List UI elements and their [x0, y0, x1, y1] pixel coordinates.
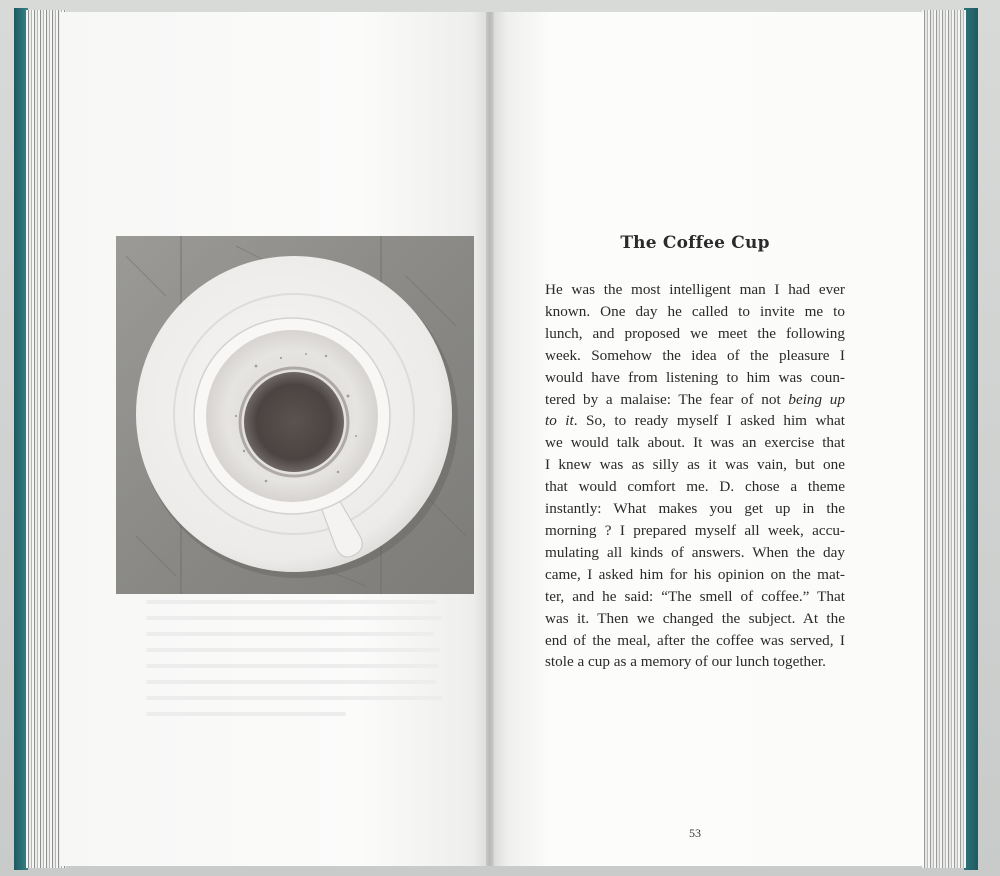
italic-emphasis: being up	[788, 390, 845, 408]
text-fragment: . So, to ready myself I asked him what	[573, 412, 845, 430]
show-through-text	[146, 600, 446, 728]
text-line: stole a cup as a memory of our lunch together.	[545, 653, 826, 671]
text-fragment: tered by a malaise: The fear of not	[545, 390, 789, 408]
page-number: 53	[689, 826, 701, 840]
text-line: we would talk about. It was an exercise that	[545, 434, 845, 452]
text-line: known. One day he called to invite me to	[545, 302, 845, 320]
text-line: instantly: What makes you get up in the	[545, 500, 845, 518]
text-line: morning ? I prepared myself all week, accu-	[545, 521, 845, 539]
text-line	[545, 389, 845, 411]
text-line: that would comfort me. D. chose a theme	[545, 478, 845, 496]
text-line: would have from listening to him was coun-	[545, 368, 845, 386]
text-line: lunch, and proposed we meet the following	[545, 324, 845, 342]
book-gutter	[486, 12, 494, 866]
text-line: was it. Then we changed the subject. At the	[545, 609, 845, 627]
coffee-cup-photo	[116, 236, 474, 594]
chapter-body	[545, 279, 845, 673]
text-line: I knew was as silly as it was vain, but one	[545, 456, 845, 474]
page-stack-right	[922, 10, 966, 868]
text-line: He was the most intelligent man I had ever	[545, 281, 845, 298]
italic-emphasis: to it	[545, 412, 574, 430]
chapter-title: The Coffee Cup	[620, 233, 770, 253]
text-line: end of the meal, after the coffee was served, I	[545, 631, 845, 649]
text-line: week. Somehow the idea of the pleasure I	[545, 346, 845, 364]
text-line: ter, and he said: “The smell of coffee.” That	[545, 587, 845, 605]
text-line	[545, 410, 845, 432]
book-cover-right-edge	[964, 8, 978, 870]
text-line: mulating all kinds of answers. When the day	[545, 543, 845, 561]
text-line: came, I asked him for his opinion on the mat-	[545, 565, 845, 583]
